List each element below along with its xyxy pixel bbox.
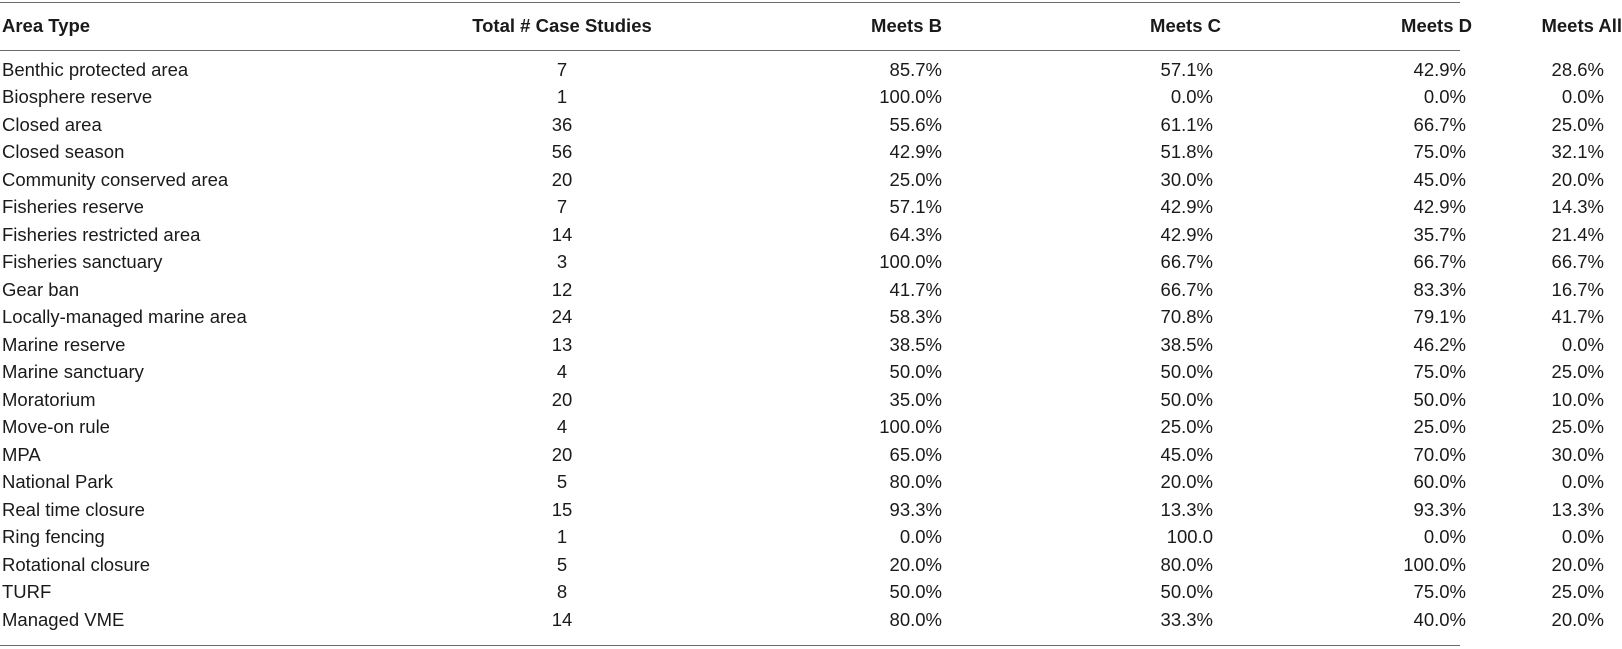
cell-area-type: Benthic protected area <box>2 58 189 80</box>
cell-total-case-studies: 12 <box>551 278 573 300</box>
cell-meets-c: 38.5% <box>1160 333 1213 355</box>
cell-meets-c: 50.0% <box>1160 581 1213 603</box>
cell-total-case-studies: 4 <box>556 361 568 383</box>
table-row <box>0 606 1622 634</box>
table-row <box>0 111 1622 139</box>
table-row <box>0 386 1622 414</box>
cell-meets-d: 93.3% <box>1413 498 1466 520</box>
cell-meets-all: 41.7% <box>1551 306 1604 328</box>
cell-meets-all: 25.0% <box>1551 416 1604 438</box>
cell-meets-c: 42.9% <box>1160 223 1213 245</box>
cell-meets-c: 100.0 <box>1166 526 1213 548</box>
cell-meets-c: 33.3% <box>1160 608 1213 630</box>
cell-meets-b: 0.0% <box>899 526 942 548</box>
table-row <box>0 56 1622 84</box>
table-row <box>0 304 1622 332</box>
cell-meets-c: 25.0% <box>1160 416 1213 438</box>
cell-meets-d: 75.0% <box>1413 581 1466 603</box>
cell-meets-all: 32.1% <box>1551 141 1604 163</box>
cell-meets-all: 13.3% <box>1551 498 1604 520</box>
cell-meets-c: 0.0% <box>1170 86 1213 108</box>
cell-meets-all: 14.3% <box>1551 196 1604 218</box>
header-meets-d: Meets D <box>1401 15 1472 36</box>
cell-meets-d: 25.0% <box>1413 416 1466 438</box>
table-row <box>0 551 1622 579</box>
cell-area-type: Move-on rule <box>2 416 110 438</box>
header-meets-b: Meets B <box>871 15 942 36</box>
cell-meets-d: 66.7% <box>1413 251 1466 273</box>
cell-meets-all: 25.0% <box>1551 581 1604 603</box>
cell-total-case-studies: 24 <box>551 306 573 328</box>
cell-total-case-studies: 3 <box>556 251 568 273</box>
cell-area-type: Community conserved area <box>2 168 229 190</box>
header-area-type: Area Type <box>2 15 91 36</box>
table-row <box>0 414 1622 442</box>
cell-meets-c: 42.9% <box>1160 196 1213 218</box>
cell-meets-b: 93.3% <box>889 498 942 520</box>
cell-meets-d: 79.1% <box>1413 306 1466 328</box>
cell-meets-b: 100.0% <box>879 86 942 108</box>
cell-meets-all: 25.0% <box>1551 361 1604 383</box>
cell-meets-b: 20.0% <box>889 553 942 575</box>
table-row <box>0 579 1622 607</box>
cell-meets-all: 16.7% <box>1551 278 1604 300</box>
cell-meets-all: 0.0% <box>1561 471 1604 493</box>
cell-meets-c: 66.7% <box>1160 251 1213 273</box>
cell-meets-b: 35.0% <box>889 388 942 410</box>
cell-area-type: Moratorium <box>2 388 96 410</box>
cell-area-type: Biosphere reserve <box>2 86 153 108</box>
cell-meets-b: 100.0% <box>879 416 942 438</box>
cell-meets-d: 0.0% <box>1423 526 1466 548</box>
cell-meets-d: 42.9% <box>1413 58 1466 80</box>
cell-meets-b: 57.1% <box>889 196 942 218</box>
cell-area-type: TURF <box>2 581 52 603</box>
table-row <box>0 331 1622 359</box>
cell-area-type: Fisheries sanctuary <box>2 251 163 273</box>
cell-meets-b: 50.0% <box>889 581 942 603</box>
cell-meets-all: 0.0% <box>1561 526 1604 548</box>
cell-meets-b: 55.6% <box>889 113 942 135</box>
cell-area-type: Managed VME <box>2 608 125 630</box>
cell-meets-b: 38.5% <box>889 333 942 355</box>
cell-meets-d: 35.7% <box>1413 223 1466 245</box>
cell-meets-all: 30.0% <box>1551 443 1604 465</box>
table-row <box>0 469 1622 497</box>
cell-total-case-studies: 8 <box>556 581 568 603</box>
cell-meets-b: 25.0% <box>889 168 942 190</box>
cell-area-type: Fisheries restricted area <box>2 223 201 245</box>
cell-total-case-studies: 4 <box>556 416 568 438</box>
table-row <box>0 276 1622 304</box>
table-row <box>0 496 1622 524</box>
cell-total-case-studies: 15 <box>551 498 573 520</box>
table-bottom-rule <box>0 645 1460 646</box>
cell-area-type: Marine sanctuary <box>2 361 144 383</box>
cell-meets-d: 83.3% <box>1413 278 1466 300</box>
cell-total-case-studies: 56 <box>551 141 573 163</box>
cell-meets-c: 51.8% <box>1160 141 1213 163</box>
cell-area-type: National Park <box>2 471 114 493</box>
table-header <box>0 3 1622 49</box>
cell-total-case-studies: 13 <box>551 333 573 355</box>
cell-area-type: Real time closure <box>2 498 145 520</box>
cell-total-case-studies: 20 <box>551 443 573 465</box>
cell-meets-b: 100.0% <box>879 251 942 273</box>
cell-meets-d: 40.0% <box>1413 608 1466 630</box>
cell-meets-all: 20.0% <box>1551 608 1604 630</box>
cell-meets-d: 75.0% <box>1413 141 1466 163</box>
cell-meets-all: 20.0% <box>1551 168 1604 190</box>
cell-meets-c: 70.8% <box>1160 306 1213 328</box>
table-row <box>0 359 1622 387</box>
area-type-table <box>0 3 1622 634</box>
cell-total-case-studies: 1 <box>556 526 568 548</box>
cell-meets-all: 25.0% <box>1551 113 1604 135</box>
cell-area-type: Closed season <box>2 141 125 163</box>
cell-meets-b: 50.0% <box>889 361 942 383</box>
cell-meets-c: 80.0% <box>1160 553 1213 575</box>
cell-total-case-studies: 7 <box>556 196 568 218</box>
cell-meets-b: 64.3% <box>889 223 942 245</box>
cell-meets-d: 46.2% <box>1413 333 1466 355</box>
table-row <box>0 441 1622 469</box>
cell-meets-b: 65.0% <box>889 443 942 465</box>
cell-total-case-studies: 20 <box>551 388 573 410</box>
cell-area-type: Marine reserve <box>2 333 126 355</box>
cell-meets-all: 28.6% <box>1551 58 1604 80</box>
header-total-case-studies: Total # Case Studies <box>472 15 652 36</box>
cell-meets-c: 50.0% <box>1160 388 1213 410</box>
cell-meets-all: 0.0% <box>1561 86 1604 108</box>
cell-area-type: Ring fencing <box>2 526 105 548</box>
cell-area-type: Closed area <box>2 113 102 135</box>
table-spacer-row <box>0 49 1622 56</box>
cell-meets-d: 45.0% <box>1413 168 1466 190</box>
cell-meets-c: 30.0% <box>1160 168 1213 190</box>
header-meets-all: Meets All <box>1541 15 1622 36</box>
cell-total-case-studies: 5 <box>556 553 568 575</box>
cell-meets-b: 42.9% <box>889 141 942 163</box>
cell-meets-d: 75.0% <box>1413 361 1466 383</box>
cell-area-type: Gear ban <box>2 278 80 300</box>
table-row <box>0 166 1622 194</box>
cell-meets-b: 80.0% <box>889 471 942 493</box>
cell-total-case-studies: 5 <box>556 471 568 493</box>
cell-meets-all: 20.0% <box>1551 553 1604 575</box>
cell-meets-d: 66.7% <box>1413 113 1466 135</box>
cell-meets-c: 13.3% <box>1160 498 1213 520</box>
cell-area-type: Locally-managed marine area <box>2 306 247 328</box>
cell-meets-c: 50.0% <box>1160 361 1213 383</box>
cell-meets-b: 80.0% <box>889 608 942 630</box>
cell-total-case-studies: 1 <box>556 86 568 108</box>
cell-meets-b: 41.7% <box>889 278 942 300</box>
cell-meets-c: 20.0% <box>1160 471 1213 493</box>
table-row <box>0 249 1622 277</box>
table-row <box>0 84 1622 112</box>
cell-meets-b: 85.7% <box>889 58 942 80</box>
cell-meets-d: 60.0% <box>1413 471 1466 493</box>
cell-area-type: MPA <box>2 443 41 465</box>
table-row <box>0 524 1622 552</box>
cell-total-case-studies: 20 <box>551 168 573 190</box>
cell-area-type: Fisheries reserve <box>2 196 144 218</box>
table-row <box>0 139 1622 167</box>
cell-meets-d: 0.0% <box>1423 86 1466 108</box>
cell-total-case-studies: 36 <box>551 113 573 135</box>
cell-meets-c: 45.0% <box>1160 443 1213 465</box>
cell-total-case-studies: 14 <box>551 223 573 245</box>
cell-meets-d: 42.9% <box>1413 196 1466 218</box>
cell-total-case-studies: 14 <box>551 608 573 630</box>
cell-area-type: Rotational closure <box>2 553 151 575</box>
table-row <box>0 221 1622 249</box>
cell-meets-all: 10.0% <box>1551 388 1604 410</box>
cell-meets-all: 0.0% <box>1561 333 1604 355</box>
cell-meets-c: 61.1% <box>1160 113 1213 135</box>
cell-meets-d: 70.0% <box>1413 443 1466 465</box>
header-meets-c: Meets C <box>1150 15 1221 36</box>
cell-meets-c: 66.7% <box>1160 278 1213 300</box>
table-body <box>0 49 1622 634</box>
table-header-row <box>0 3 1622 49</box>
cell-meets-b: 58.3% <box>889 306 942 328</box>
table-row <box>0 194 1622 222</box>
cell-meets-all: 21.4% <box>1551 223 1604 245</box>
cell-meets-all: 66.7% <box>1551 251 1604 273</box>
cell-meets-d: 100.0% <box>1403 553 1466 575</box>
cell-total-case-studies: 7 <box>556 58 568 80</box>
cell-meets-d: 50.0% <box>1413 388 1466 410</box>
cell-meets-c: 57.1% <box>1160 58 1213 80</box>
